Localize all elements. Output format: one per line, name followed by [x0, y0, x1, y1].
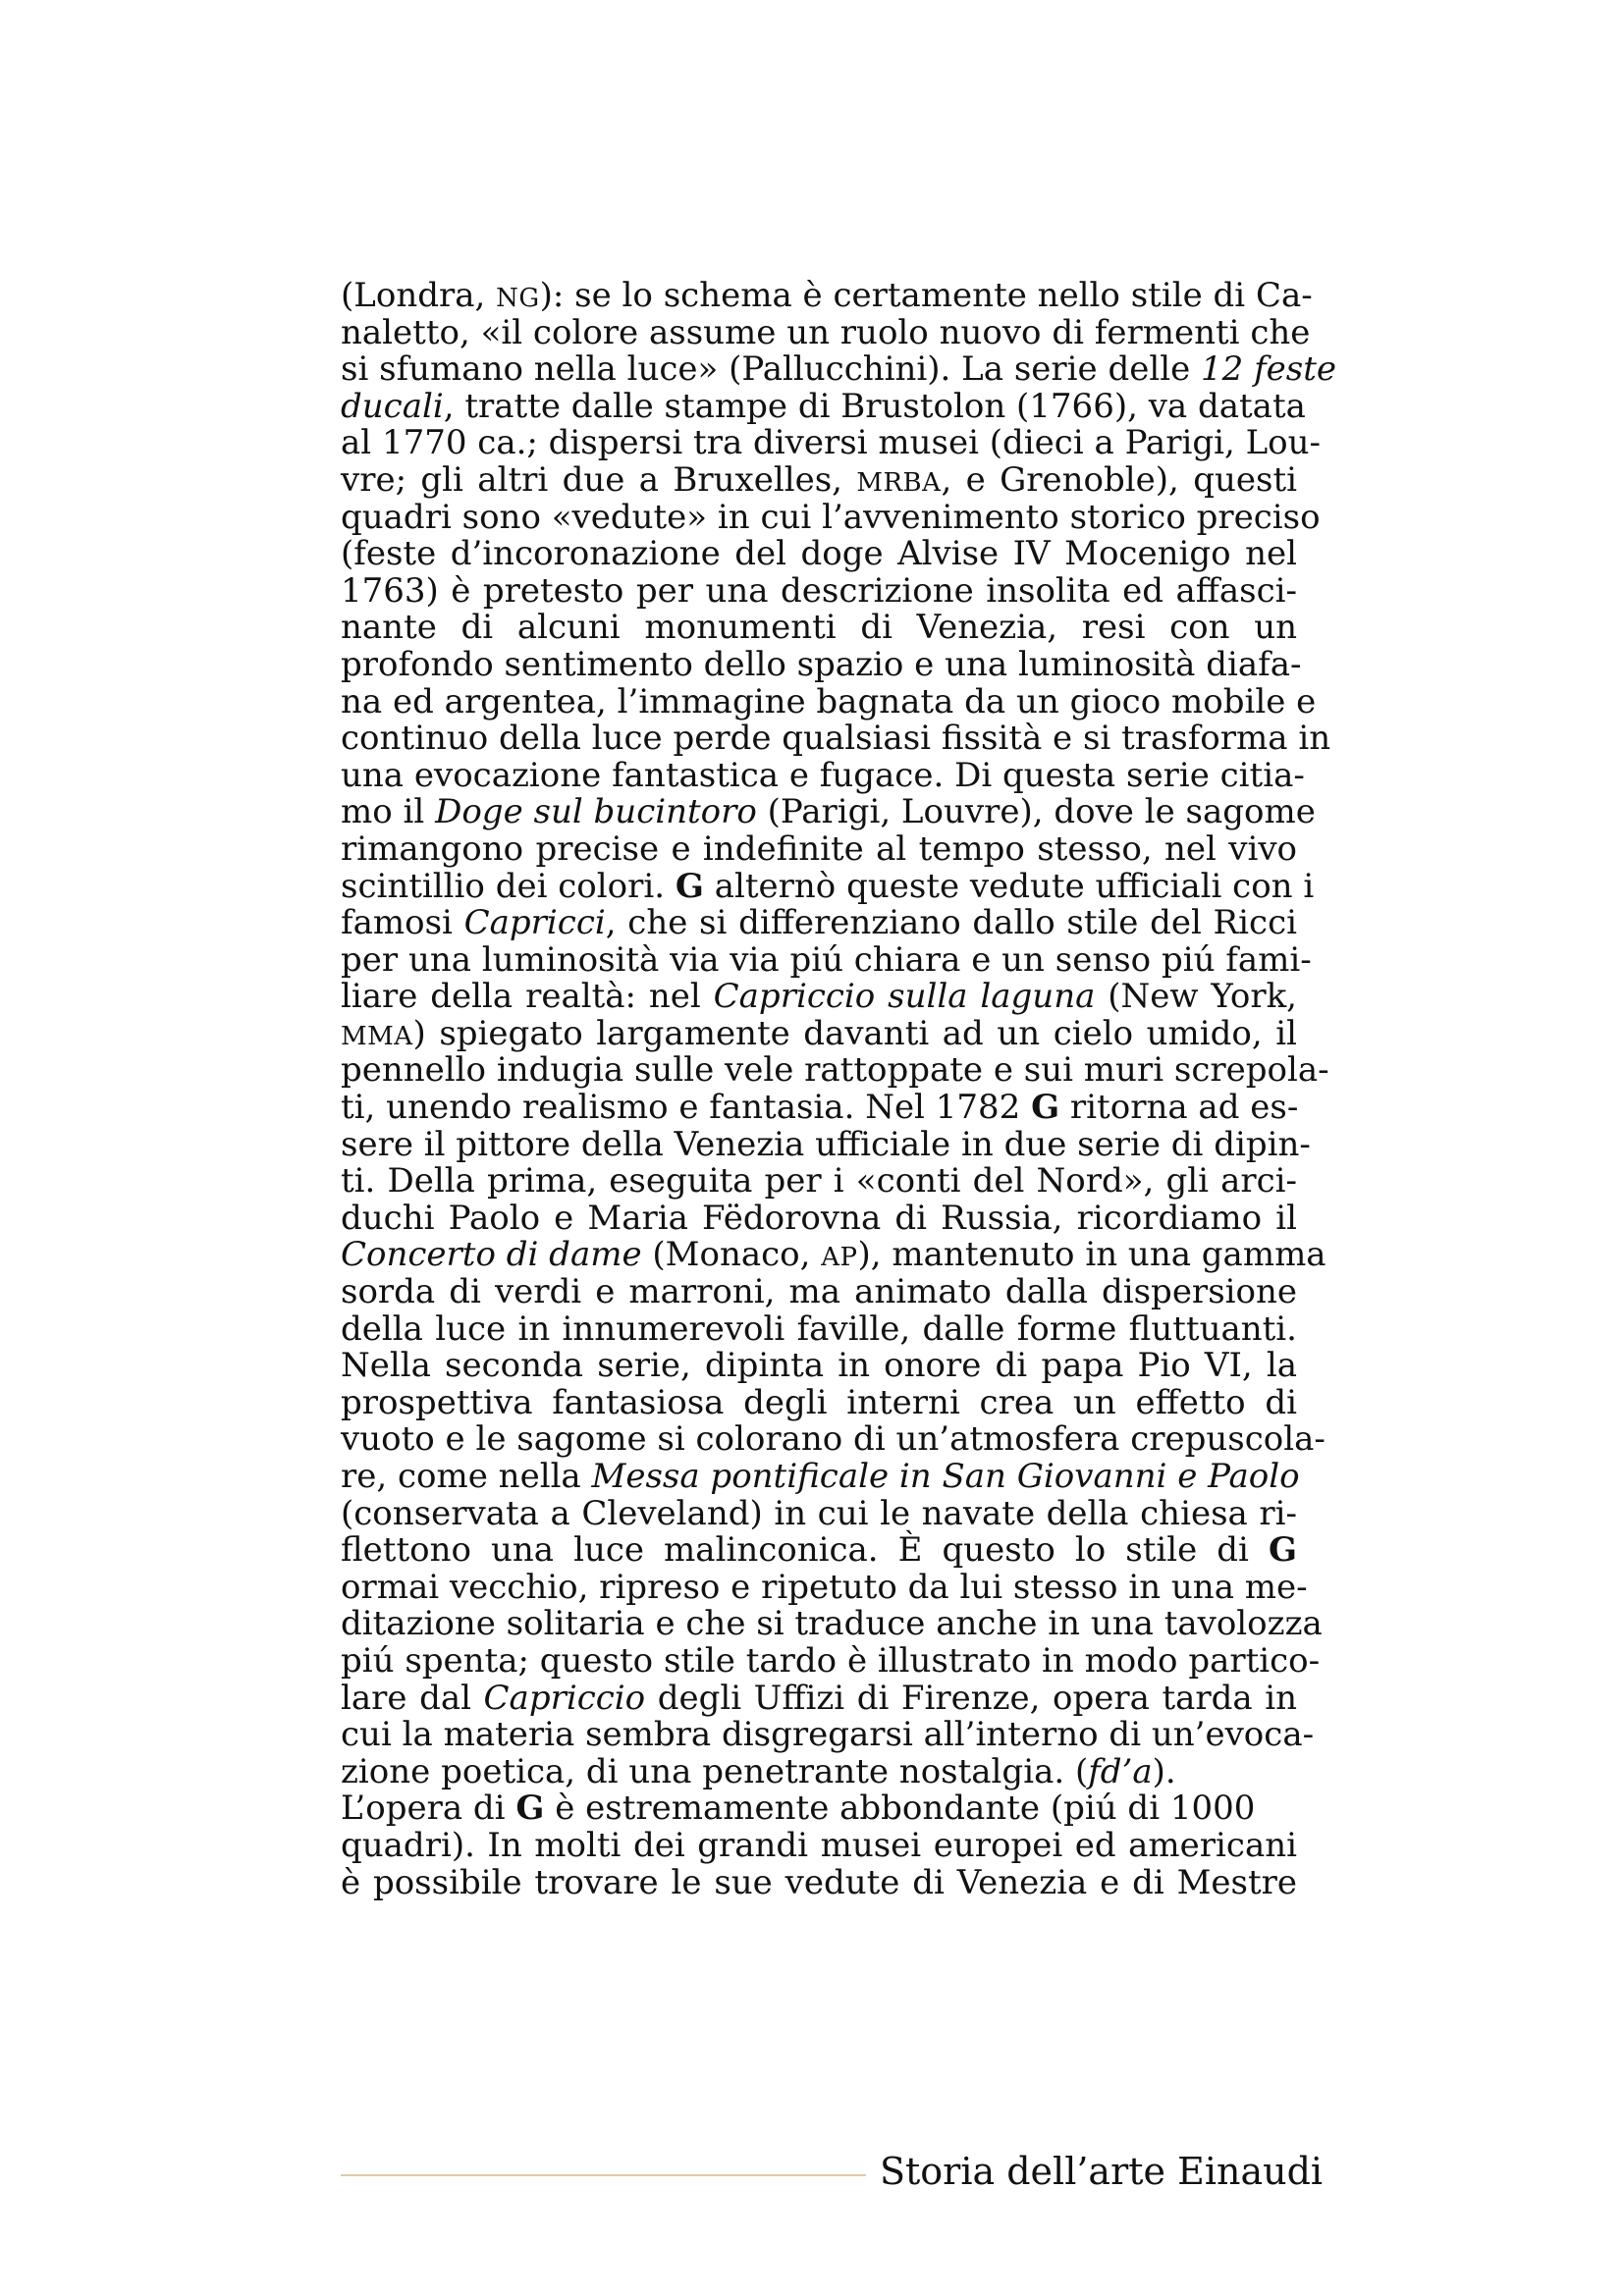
text-segment: rimangono precise e indefinite al tempo stesso, nel vivo [341, 828, 1297, 869]
text-segment: scintillio dei colori. [341, 866, 676, 906]
text-segment: ), mantenuto in una gamma [857, 1235, 1326, 1275]
text-segment: liare della realtà: nel [341, 977, 714, 1017]
text-segment: Doge sul bucintoro [435, 792, 757, 832]
text-segment: (Parigi, Louvre), dove le sagome [756, 792, 1316, 832]
text-line [341, 349, 1337, 390]
body-text [341, 276, 1337, 1902]
text-line [341, 1825, 1297, 1865]
text-line [341, 497, 1321, 537]
text-segment: famosi [341, 903, 464, 943]
text-segment: Capriccio sulla laguna [713, 977, 1096, 1017]
text-segment: piú spenta; questo stile tardo è illustrato in modo partico- [341, 1640, 1321, 1681]
text-segment: L’opera di [341, 1789, 516, 1829]
text-line [341, 1604, 1323, 1644]
text-line [341, 755, 1305, 795]
text-line [341, 536, 1297, 573]
text-segment: AP [821, 1243, 858, 1273]
text-line [341, 681, 1317, 721]
text-line [341, 1457, 1300, 1496]
text-segment: ormai vecchio, ripreso e ripetuto da lui stesso in una me- [341, 1567, 1308, 1607]
text-segment: (feste d’incoronazione del doge Alvise IV Mocenigo nel [341, 534, 1297, 574]
text-segment: continuo della luce perde qualsiasi fissità e si trasforma in [341, 719, 1331, 759]
text-segment: sere il pittore della Venezia ufficiale in due serie di dipin- [341, 1124, 1311, 1164]
text-line [341, 1715, 1315, 1755]
text-segment: quadri). In molti dei grandi musei europei ed americani [341, 1825, 1297, 1865]
text-segment: ti, unendo realismo e fantasia. Nel 1782 [341, 1088, 1032, 1128]
text-line [341, 905, 1297, 942]
text-segment: mo il [341, 792, 436, 832]
text-segment: ducali [341, 386, 444, 426]
text-segment: na ed argentea, l’immagine bagnata da un gioco mobile e [341, 681, 1317, 721]
text-line [341, 1348, 1297, 1385]
text-segment: MMA [341, 1021, 413, 1051]
text-segment: è possibile trovare le sue vedute di Venezia e di Mestre [341, 1862, 1297, 1902]
text-segment: profondo sentimento dello spazio e una luminosità diafa- [341, 644, 1302, 684]
text-line [341, 1567, 1308, 1607]
text-segment: Nella seconda serie, dipinta in onore di papa Pio VI, la [341, 1346, 1297, 1386]
text-segment: , che si differenziano dallo stile del Ricci [605, 903, 1297, 943]
text-segment: (Monaco, [641, 1235, 822, 1275]
text-line [341, 1640, 1321, 1681]
text-segment: (Londra, [341, 276, 497, 315]
text-line [341, 719, 1331, 759]
text-line [341, 1308, 1297, 1349]
text-line [341, 386, 1306, 426]
text-segment: flettono una luce malinconica. È questo lo stile di [341, 1530, 1269, 1571]
text-line [341, 1235, 1326, 1275]
text-line [341, 644, 1302, 684]
text-line [341, 570, 1297, 611]
footer-title: Storia dell’arte Einaudi [880, 2150, 1324, 2193]
text-segment: è estremamente abbondante (piú di 1000 [544, 1789, 1256, 1829]
text-segment: per una luminosità via via piú chiara e un senso piú fami- [341, 939, 1312, 980]
text-segment: NG [496, 284, 540, 313]
text-segment: G [675, 866, 704, 906]
text-segment: ditazione solitaria e che si traduce anche in una tavolozza [341, 1604, 1323, 1644]
text-segment: , tratte dalle stampe di Brustolon (1766), va datata [443, 386, 1306, 426]
text-segment: una evocazione fantastica e fugace. Di questa serie citia- [341, 755, 1305, 795]
text-segment: Concerto di dame [341, 1235, 642, 1275]
text-segment: , e Grenoble), questi [941, 459, 1297, 500]
text-segment: al 1770 ca.; dispersi tra diversi musei (dieci a Parigi, Lou- [341, 423, 1322, 463]
text-segment: pennello indugia sulle vele rattoppate e sui muri screpola- [341, 1050, 1329, 1091]
text-line [341, 312, 1311, 352]
text-line [341, 1493, 1297, 1533]
text-segment: della luce in innumerevoli faville, dalle forme fluttuanti. [341, 1308, 1297, 1349]
text-segment: nante di alcuni monumenti di Venezia, resi con un [341, 608, 1297, 648]
text-line [341, 1090, 1297, 1127]
text-line [341, 1124, 1311, 1164]
text-line [341, 939, 1312, 980]
text-segment: ti. Della prima, eseguita per i «conti del Nord», gli arci- [341, 1161, 1297, 1201]
text-segment: cui la materia sembra disgregarsi all’interno di un’evoca- [341, 1715, 1315, 1755]
text-segment: 1763) è pretesto per una descrizione insolita ed affasci- [341, 570, 1297, 611]
text-segment: fd’a [1088, 1751, 1153, 1791]
text-segment: re, come nella [341, 1457, 592, 1496]
text-segment: ritorna ad es- [1059, 1088, 1299, 1128]
text-line [341, 1382, 1297, 1422]
text-line [341, 866, 1315, 906]
text-line [341, 1751, 1297, 1791]
text-segment: zione poetica, di una penetrante nostalgia. ( [341, 1751, 1089, 1791]
text-segment: ): se lo schema è certamente nello stile di Ca- [539, 276, 1313, 315]
text-segment: ). [1152, 1751, 1176, 1791]
text-segment: G [1268, 1530, 1297, 1571]
text-segment: si sfumano nella luce» (Pallucchini). La serie delle [341, 349, 1202, 390]
text-segment: vuoto e le sagome si colorano di un’atmosfera crepuscola- [341, 1419, 1325, 1460]
text-line [341, 828, 1297, 869]
footer-rule [341, 2174, 866, 2176]
text-line [341, 459, 1297, 500]
text-segment: MRBA [856, 467, 942, 498]
text-segment: alternò queste vedute ufficiali con i [703, 866, 1315, 906]
text-segment: Messa pontificale in San Giovanni e Paolo [591, 1457, 1300, 1496]
text-segment: sorda di verdi e marroni, ma animato dalla dispersione [341, 1272, 1297, 1312]
text-line [341, 610, 1297, 647]
text-line [341, 1163, 1297, 1201]
text-line [341, 792, 1316, 832]
text-segment: quadri sono «vedute» in cui l’avvenimento storico preciso [341, 497, 1321, 537]
text-segment: lare dal [341, 1678, 484, 1718]
text-line [341, 1050, 1329, 1091]
text-segment: G [515, 1789, 545, 1829]
text-line [341, 1790, 1297, 1828]
text-segment: (New York, [1095, 977, 1297, 1017]
text-line [341, 1198, 1297, 1238]
text-segment: 12 feste [1201, 349, 1337, 390]
text-line [341, 276, 1313, 315]
text-segment: (conservata a Cleveland) in cui le navate della chiesa ri- [341, 1493, 1297, 1533]
text-line [341, 423, 1322, 463]
text-segment: duchi Paolo e Maria Fëdorovna di Russia, ricordiamo il [341, 1198, 1297, 1238]
text-line [341, 1862, 1297, 1902]
text-segment: Capriccio [483, 1678, 646, 1718]
text-line [341, 1274, 1297, 1311]
text-line [341, 1419, 1325, 1460]
text-segment: G [1031, 1088, 1060, 1128]
text-segment: prospettiva fantasiosa degli interni crea un effetto di [341, 1382, 1297, 1422]
text-segment: ) spiegato largamente davanti ad un cielo umido, il [412, 1013, 1297, 1053]
text-segment: naletto, «il colore assume un ruolo nuovo di fermenti che [341, 312, 1311, 352]
text-line [341, 979, 1297, 1016]
text-line [341, 1532, 1297, 1570]
text-line [341, 1678, 1297, 1718]
text-segment: vre; gli altri due a Bruxelles, [341, 459, 857, 500]
text-line [341, 1013, 1297, 1053]
text-segment: Capricci [463, 903, 606, 943]
text-segment: degli Uffizi di Firenze, opera tarda in [645, 1678, 1297, 1718]
